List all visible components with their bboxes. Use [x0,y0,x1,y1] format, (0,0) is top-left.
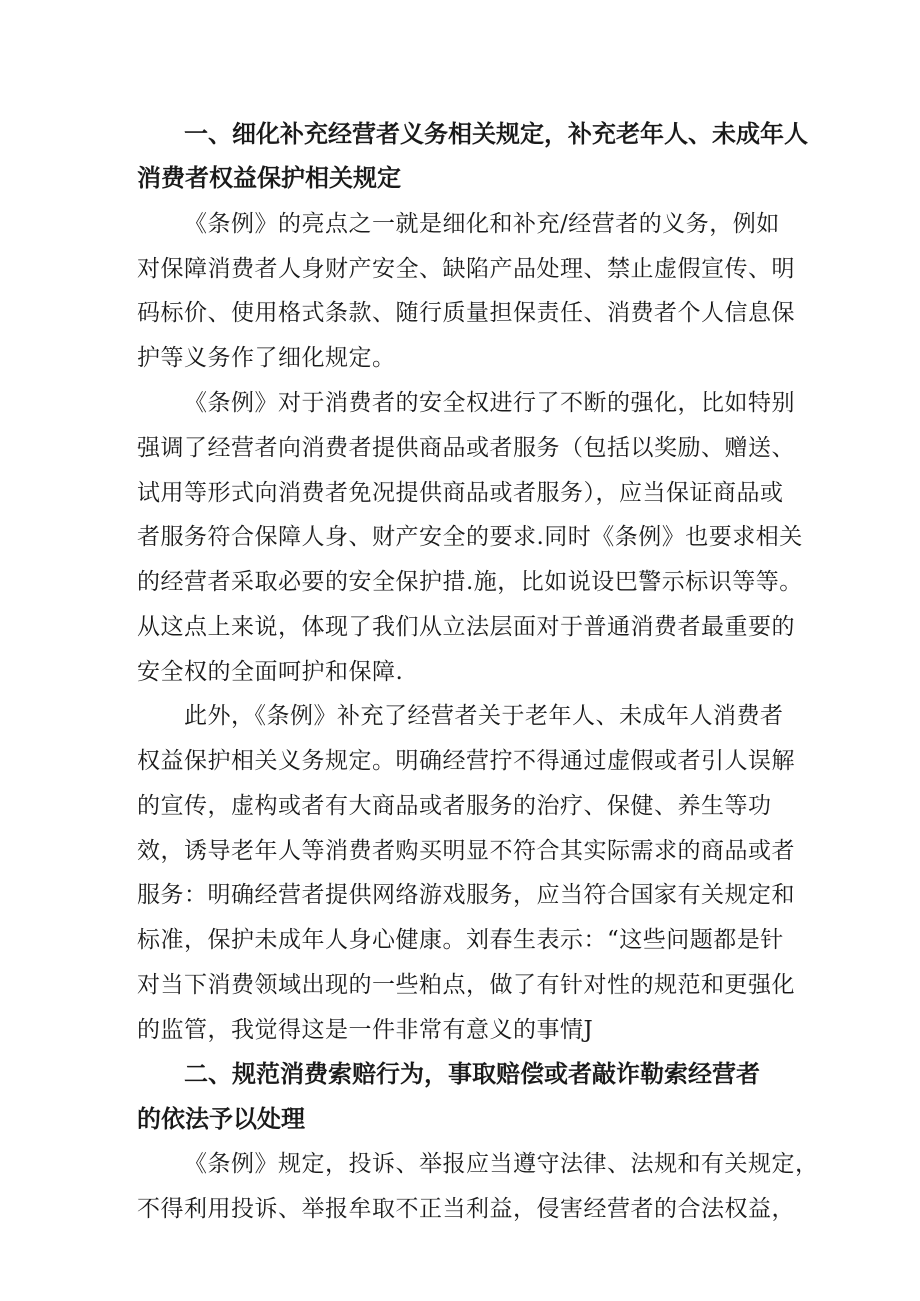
section-heading-1-line-1: 一、细化补充经营者义务相关规定，补充老年人、未成年人 [184,120,808,148]
paragraph-3-line-5: 服务：明确经营者提供网络游戏服务，应当符合国家有关规定和 [137,882,795,908]
paragraph-1-line-2: 对保障消费者人身财产安全、缺陷产品处理、禁止虚假宣传、明 [137,256,795,282]
paragraph-1-line-4: 护等义务作了细化规定。 [137,345,396,371]
paragraph-1-line-3: 码标价、使用格式条款、随行质量担保责任、消费者个人信息保 [137,300,795,326]
paragraph-2-line-3: 试用等形式向消费者免况提供商品或者服务），应当保证商品或 [137,480,784,506]
paragraph-2-line-1: 《条例》对于消费者的安全权进行了不断的强化，比如特别 [184,390,795,416]
paragraph-2-line-4: 者服务符合保障人身、财产安全的要求.同时《条例》也要求相关 [137,524,803,550]
paragraph-3-line-6: 标准，保护未成年人身心健康。刘春生表示：“这些问题都是针 [137,927,784,953]
paragraph-4-line-1: 《条例》规定，投诉、举报应当遵守法律、法规和有关规定， [184,1151,819,1177]
paragraph-2-line-5: 的经营者采取必要的安全保护措.施，比如说设巴警示标识等等。 [137,569,803,595]
paragraph-4-line-2: 不得利用投诉、举报牟取不正当利益，侵害经营者的合法权益， [137,1196,795,1222]
paragraph-3-line-7: 对当下消费领域出现的一些粕点，做了有针对性的规范和更强化 [137,972,795,998]
paragraph-3-line-4: 效，诱导老年人等消费者购买明显不符合其实际需求的商品或者 [137,838,795,864]
paragraph-3-line-2: 权益保护相关义务规定。明确经营拧不得通过虚假或者引人误解 [137,748,795,774]
paragraph-3-line-8: 的监管，我觉得这是一件非常有意义的事情J [137,1017,594,1043]
section-heading-1-line-2: 消费者权益保护相关规定 [137,164,401,192]
paragraph-2-line-2: 强调了经营者向消费者提供商品或者服务（包括以奖励、赠送、 [137,435,795,461]
section-heading-2-line-2: 的依法予以处理 [137,1105,305,1133]
paragraph-1-line-1: 《条例》的亮点之一就是细化和补充/经营者的义务，例如 [184,211,780,237]
paragraph-3-line-1: 此外，《条例》补充了经营者关于老年人、未成年人消费者 [184,703,784,729]
section-heading-2-line-1: 二、规范消费索赔行为，事取赔偿或者敲诈勒索经营者 [184,1060,760,1088]
paragraph-2-line-7: 安全权的全面呵护和保障. [137,659,404,685]
paragraph-2-line-6: 从这点上来说，体现了我们从立法层面对于普通消费者最重要的 [137,614,795,640]
paragraph-3-line-3: 的宣传，虚构或者有大商品或者服务的治疗、保健、养生等功 [137,793,772,819]
